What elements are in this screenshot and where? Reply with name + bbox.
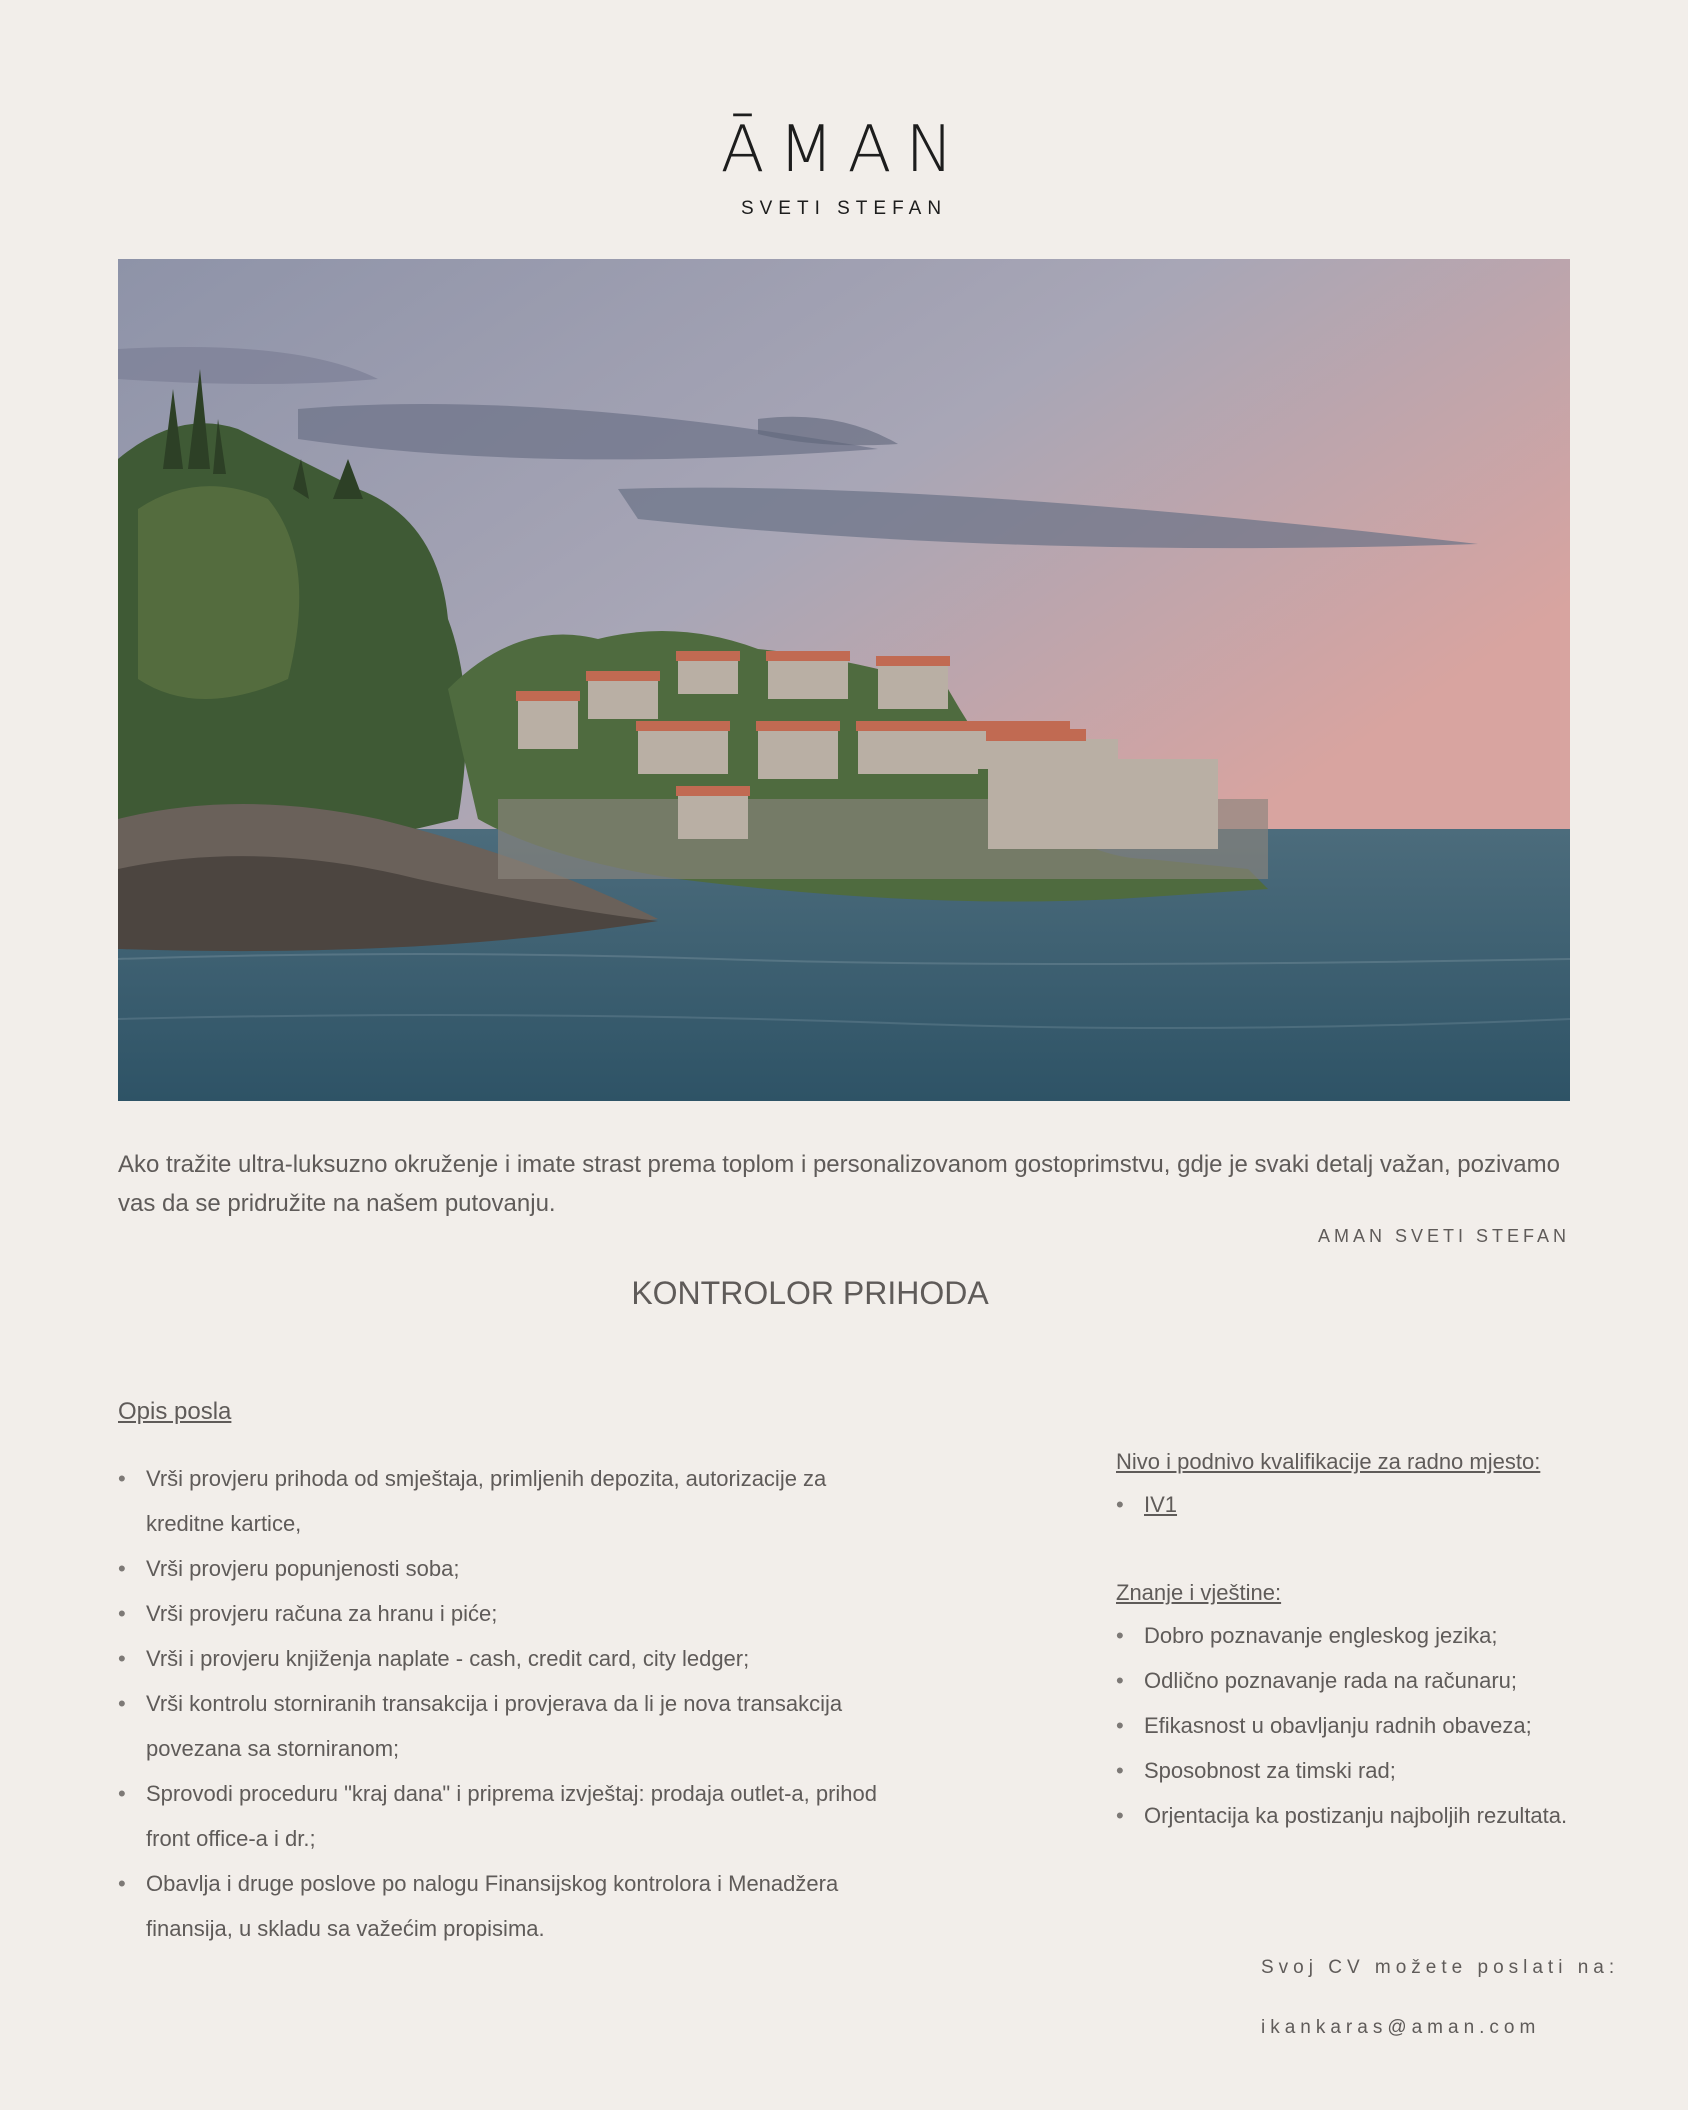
skills-heading: Znanje i vještine: xyxy=(1116,1580,1282,1605)
list-item: • IV1 xyxy=(1116,1482,1656,1527)
list-item: • Vrši provjeru računa za hranu i piće; xyxy=(118,1591,898,1636)
list-item: • Odlično poznavanje rada na računaru; xyxy=(1116,1658,1656,1703)
list-item: • Vrši kontrolu storniranih transakcija i provjerava da li je nova transakcija povezana sa storniranom; xyxy=(118,1681,898,1771)
job-description xyxy=(118,1398,898,1951)
list-item: • Sprovodi proceduru "kraj dana" i priprema izvještaj: prodaja outlet-a, prihod front office-a i dr.; xyxy=(118,1771,898,1861)
list-item: • Dobro poznavanje engleskog jezika; xyxy=(1116,1613,1656,1658)
requirements xyxy=(1116,1442,1656,1838)
intro-signature: AMAN SVETI STEFAN xyxy=(1317,1226,1570,1246)
hero-image xyxy=(118,259,1570,1101)
qualification-heading: Nivo i podnivo kvalifikacije za radno mjesto: xyxy=(1116,1449,1541,1474)
job-title: KONTROLOR PRIHODA xyxy=(631,1275,989,1311)
skills-list xyxy=(1116,1613,1656,1838)
intro-paragraph: Ako tražite ultra-luksuzno okruženje i imate strast prema toplom i personalizovanom gostoprimstvu, gdje je svaki detalj važan, pozivamo vas da se pridružite na našem putovanju. xyxy=(118,1151,1560,1217)
list-item: • Efikasnost u obavljanju radnih obaveza; xyxy=(1116,1703,1656,1748)
list-item: • Sposobnost za timski rad; xyxy=(1116,1748,1656,1793)
list-item: • Orjentacija ka postizanju najboljih rezultata. xyxy=(1116,1793,1656,1838)
list-item: • Vrši provjeru popunjenosti soba; xyxy=(118,1546,898,1591)
cv-email[interactable]: ikankaras@aman.com xyxy=(1261,2017,1541,2038)
list-item: • Obavlja i druge poslove po nalogu Finansijskog kontrolora i Menadžera finansija, u skladu sa važećim propisima. xyxy=(118,1861,898,1951)
cv-label: Svoj CV možete poslati na: xyxy=(1261,1957,1620,1978)
logo-wordmark: ĀMAN xyxy=(720,113,968,187)
skills-section xyxy=(1116,1573,1656,1838)
logo-subtitle: SVETI STEFAN xyxy=(740,198,948,219)
job-description-list xyxy=(118,1456,898,1951)
list-item: • Vrši i provjeru knjiženja naplate - cash, credit card, city ledger; xyxy=(118,1636,898,1681)
logo xyxy=(0,113,1688,220)
job-description-heading: Opis posla xyxy=(118,1398,232,1425)
qualification-list xyxy=(1116,1482,1656,1527)
list-item: • Vrši provjeru prihoda od smještaja, primljenih depozita, autorizacije za kreditne kartice, xyxy=(118,1456,898,1546)
